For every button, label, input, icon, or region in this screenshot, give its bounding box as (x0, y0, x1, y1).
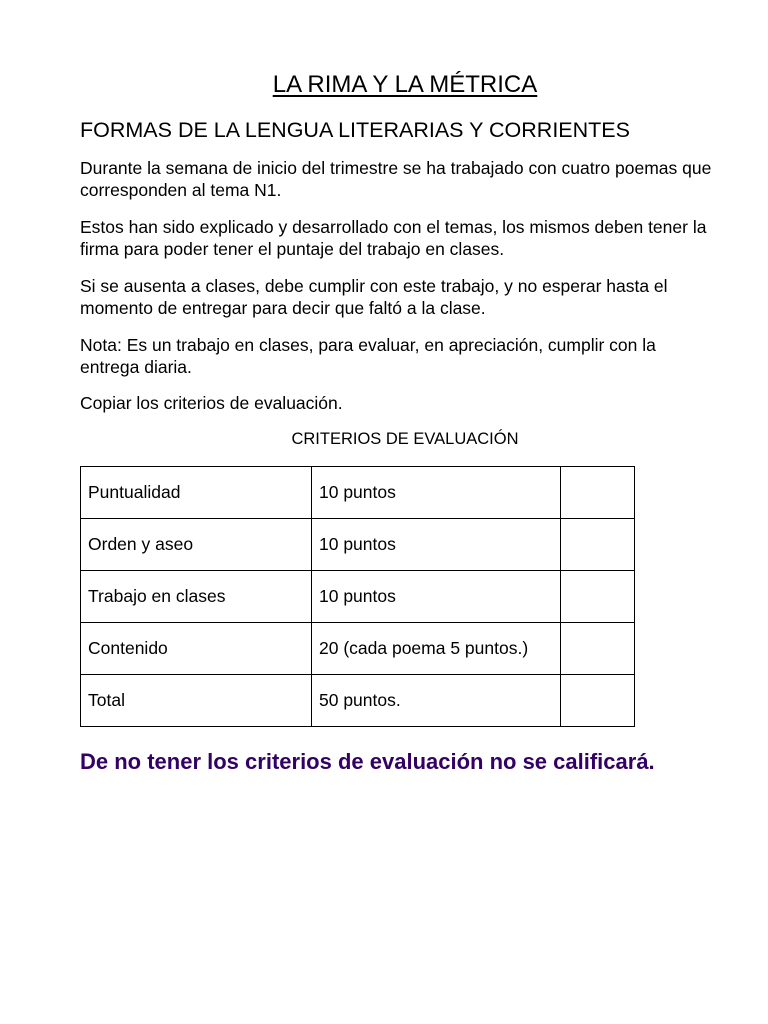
table-row (81, 623, 635, 675)
points-cell: 10 puntos (312, 467, 561, 519)
document-title: LA RIMA Y LA MÉTRICA (272, 71, 538, 98)
grading-warning: De no tener los criterios de evaluación no se calificará. (80, 749, 655, 774)
criterion-cell: Contenido (81, 623, 312, 675)
criterion-cell: Trabajo en clases (81, 571, 312, 623)
table-row (81, 519, 635, 571)
score-cell (561, 623, 635, 675)
points-cell: 50 puntos. (312, 675, 561, 727)
score-cell (561, 675, 635, 727)
criterion-cell: Puntualidad (81, 467, 312, 519)
table-row (81, 571, 635, 623)
points-cell: 20 (cada poema 5 puntos.) (312, 623, 561, 675)
table-row (81, 675, 635, 727)
paragraph-explanation: Estos han sido explicado y desarrollado con el temas, los mismos deben tener la firma para poder tener el puntaje del trabajo en clases. (80, 217, 707, 259)
paragraph-intro: Durante la semana de inicio del trimestre se ha trabajado con cuatro poemas que corresponden al tema N1. (80, 158, 712, 200)
criterion-cell: Total (81, 675, 312, 727)
document-subtitle: FORMAS DE LA LENGUA LITERARIAS Y CORRIENTES (80, 118, 630, 142)
paragraph-note: Nota: Es un trabajo en clases, para evaluar, en apreciación, cumplir con la entrega diaria. (80, 335, 656, 377)
score-cell (561, 519, 635, 571)
table-row (81, 467, 635, 519)
criterion-cell: Orden y aseo (81, 519, 312, 571)
score-cell (561, 467, 635, 519)
criteria-table (80, 466, 635, 727)
paragraph-copy-instruction: Copiar los criterios de evaluación. (80, 393, 343, 413)
score-cell (561, 571, 635, 623)
table-caption: CRITERIOS DE EVALUACIÓN (291, 430, 519, 448)
paragraph-absence: Si se ausenta a clases, debe cumplir con este trabajo, y no esperar hasta el momento de entregar para decir que faltó a la clase. (80, 276, 668, 318)
points-cell: 10 puntos (312, 571, 561, 623)
points-cell: 10 puntos (312, 519, 561, 571)
